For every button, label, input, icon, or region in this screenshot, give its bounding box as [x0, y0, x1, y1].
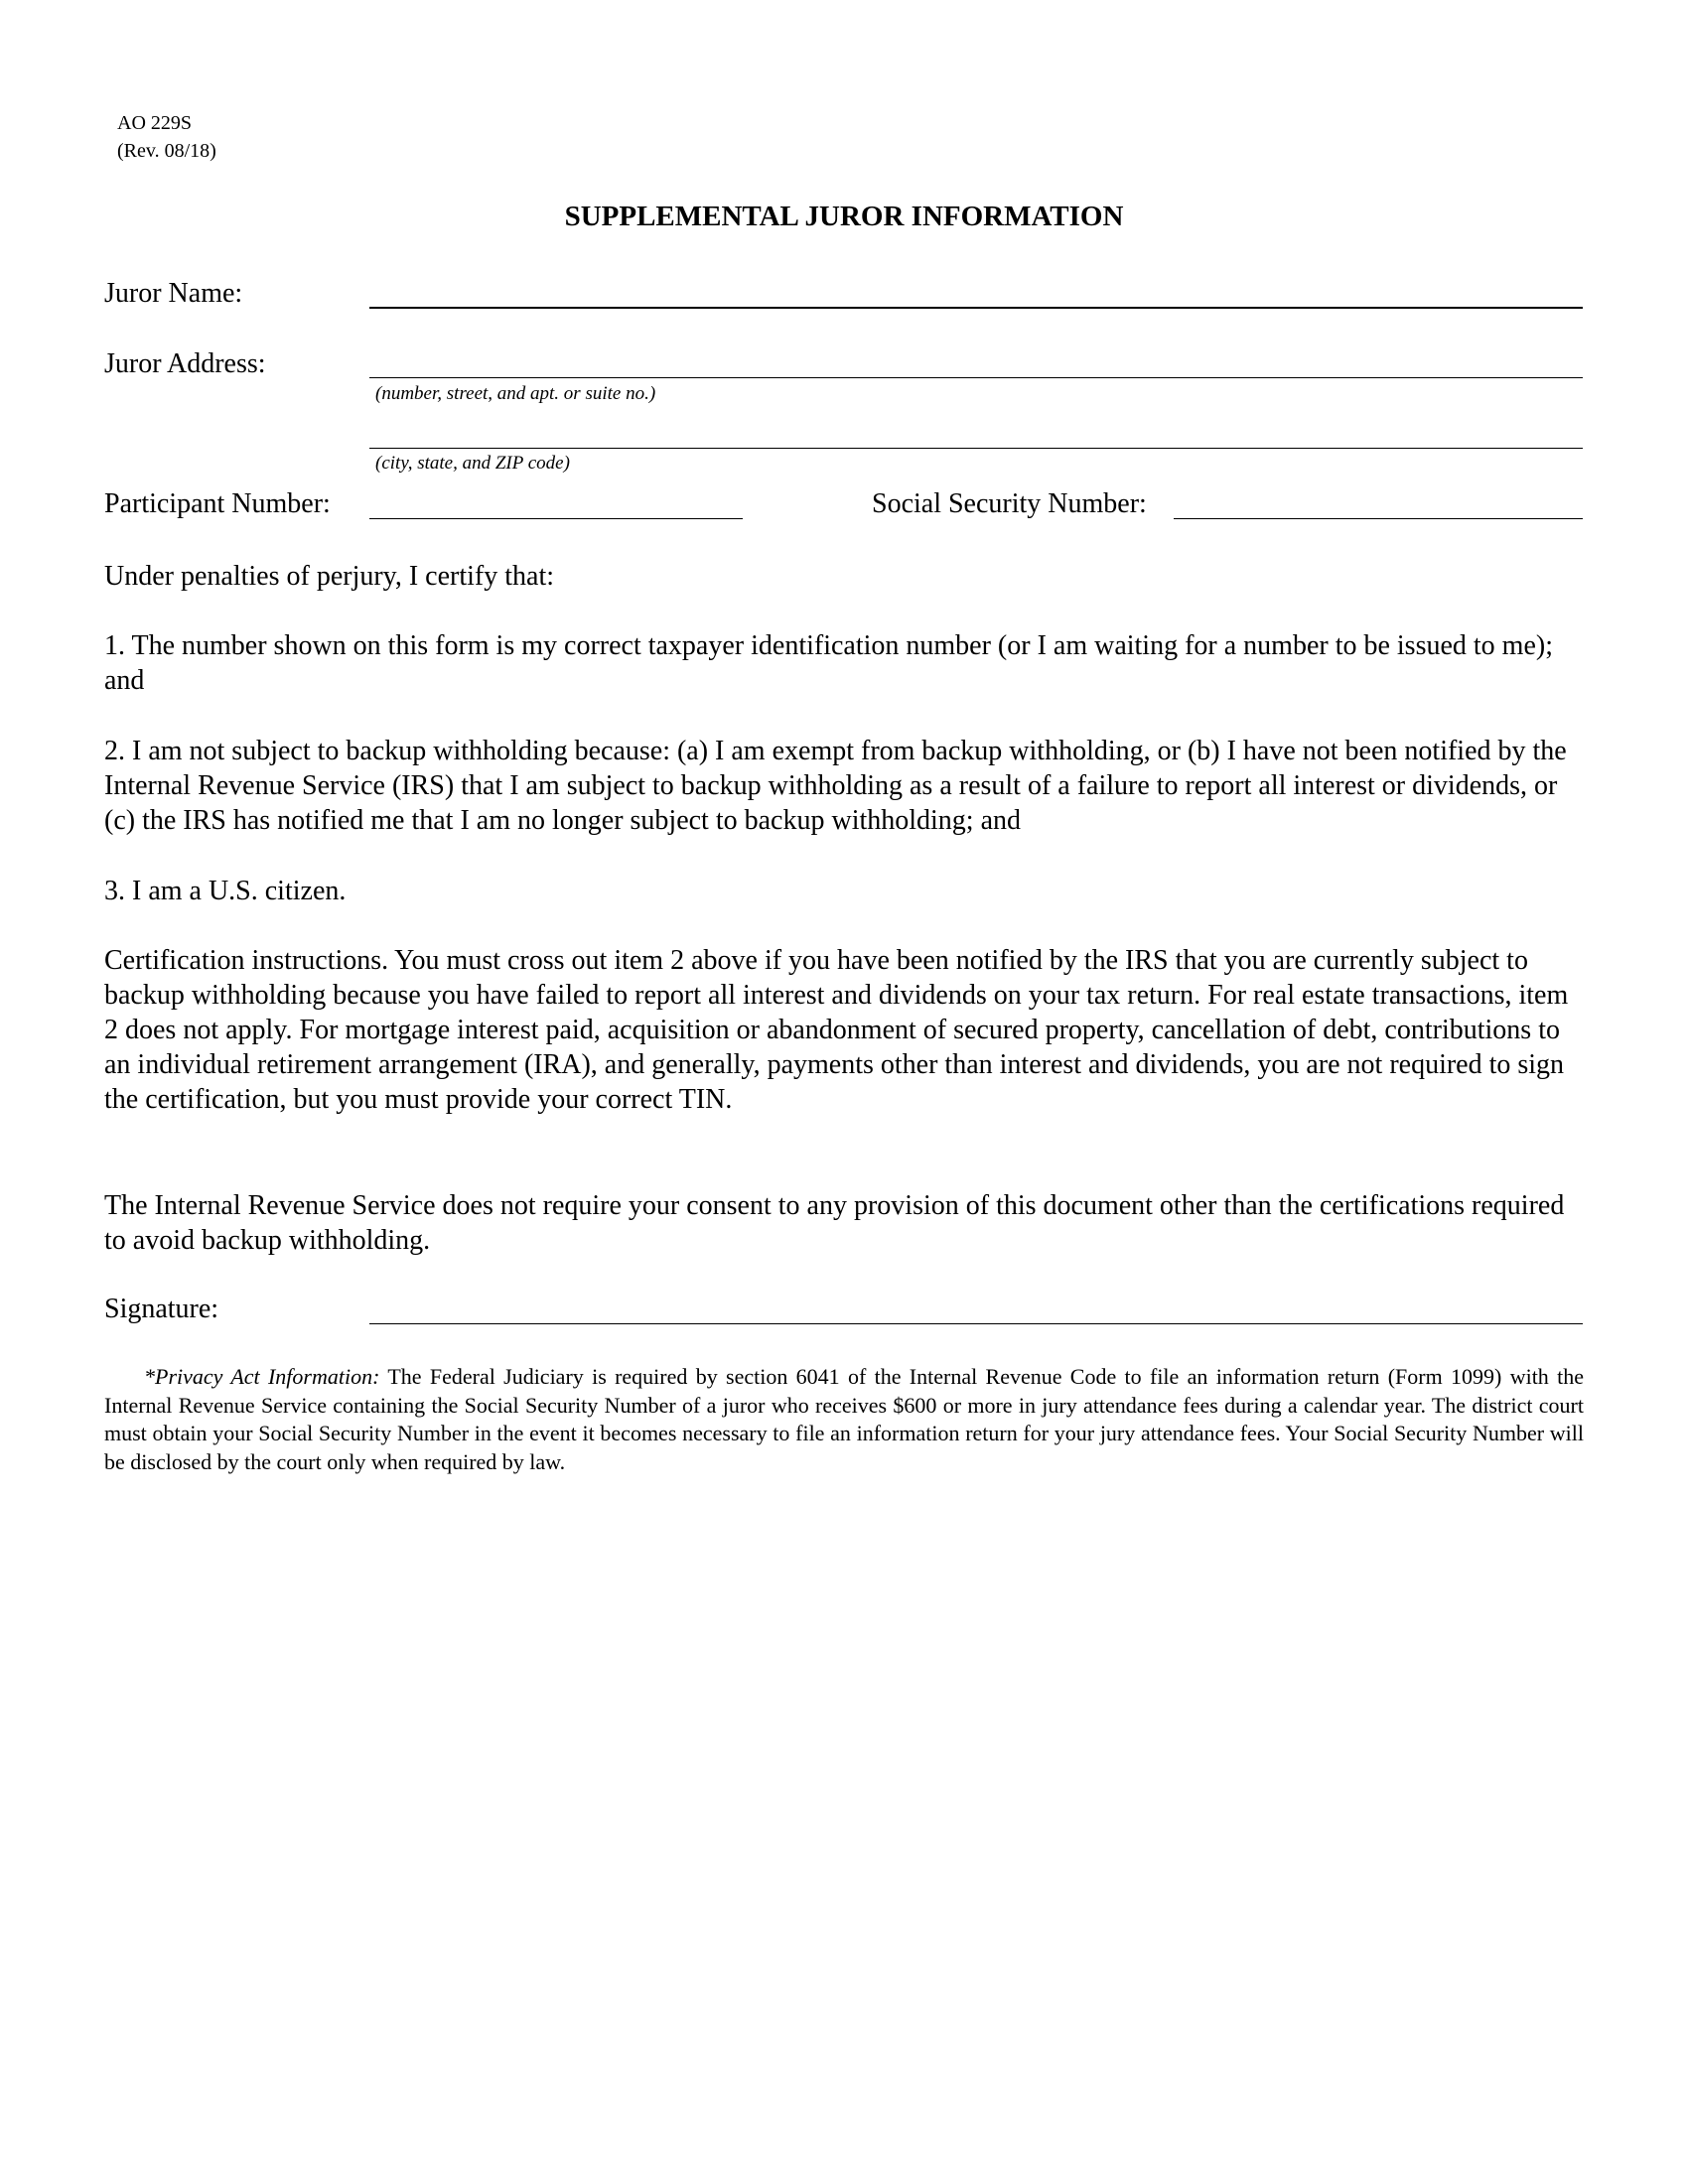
form-title: SUPPLEMENTAL JUROR INFORMATION [564, 201, 1124, 232]
ssn-label: Social Security Number: [872, 488, 1147, 519]
privacy-act-notice [104, 1363, 1584, 1476]
form-revision: (Rev. 08/18) [117, 140, 216, 162]
certification-item-1: 1. The number shown on this form is my correct taxpayer identification number (or I am waiting for a number to be issued to me); and [104, 630, 1553, 696]
certification-instructions: Certification instructions. You must cross out item 2 above if you have been notified by the IRS that you are currently subject to backup withholding because you have failed to report all interest and dividends on your tax return. For real estate transactions, item 2 does not apply. For mortgage interest paid, acquisition or abandonment of secured property, cancellation of debt, contributions to an individual retirement arrangement (IRA), and generally, payments other than interest and dividends, you are not required to sign the certification, but you must provide your correct TIN. [104, 945, 1569, 1115]
certification-item-2: 2. I am not subject to backup withholding because: (a) I am exempt from backup withholding, or (b) I have not been notified by the Internal Revenue Service (IRS) that I am subject to backup withholding as a result of a failure to report all interest or dividends, or (c) the IRS has notified me that I am no longer subject to backup withholding; and [104, 736, 1567, 836]
signature-field[interactable] [369, 1323, 1583, 1324]
certification-intro: Under penalties of perjury, I certify that: [104, 561, 555, 592]
privacy-act-heading: *Privacy Act Information: [144, 1364, 380, 1389]
signature-label: Signature: [104, 1294, 219, 1324]
address-line2-field[interactable] [369, 448, 1583, 449]
address-line1-hint: (number, street, and apt. or suite no.) [375, 383, 656, 404]
address-line2-hint: (city, state, and ZIP code) [375, 453, 570, 474]
irs-consent-statement: The Internal Revenue Service does not require your consent to any provision of this document other than the certifications required to avoid backup withholding. [104, 1190, 1565, 1256]
participant-number-field[interactable] [369, 518, 743, 519]
ssn-field[interactable] [1174, 518, 1583, 519]
certification-item-3: 3. I am a U.S. citizen. [104, 876, 347, 906]
form-number: AO 229S [117, 112, 193, 134]
juror-name-field[interactable] [369, 307, 1583, 309]
juror-address-label: Juror Address: [104, 348, 266, 379]
juror-name-label: Juror Name: [104, 278, 243, 309]
form-id-block [117, 109, 216, 165]
privacy-act-text: The Federal Judiciary is required by section 6041 of the Internal Revenue Code to file an information return (Form 1099) with the Internal Revenue Service containing the Social Security Number of a juror who receives $600 or more in jury attendance fees during a calendar year. The district court must obtain your Social Security Number in the event it becomes necessary to file an information return for your jury attendance fees. Your Social Security Number will be disclosed by the court only when required by law. [104, 1364, 1585, 1474]
address-line1-field[interactable] [369, 377, 1583, 378]
participant-number-label: Participant Number: [104, 488, 331, 519]
